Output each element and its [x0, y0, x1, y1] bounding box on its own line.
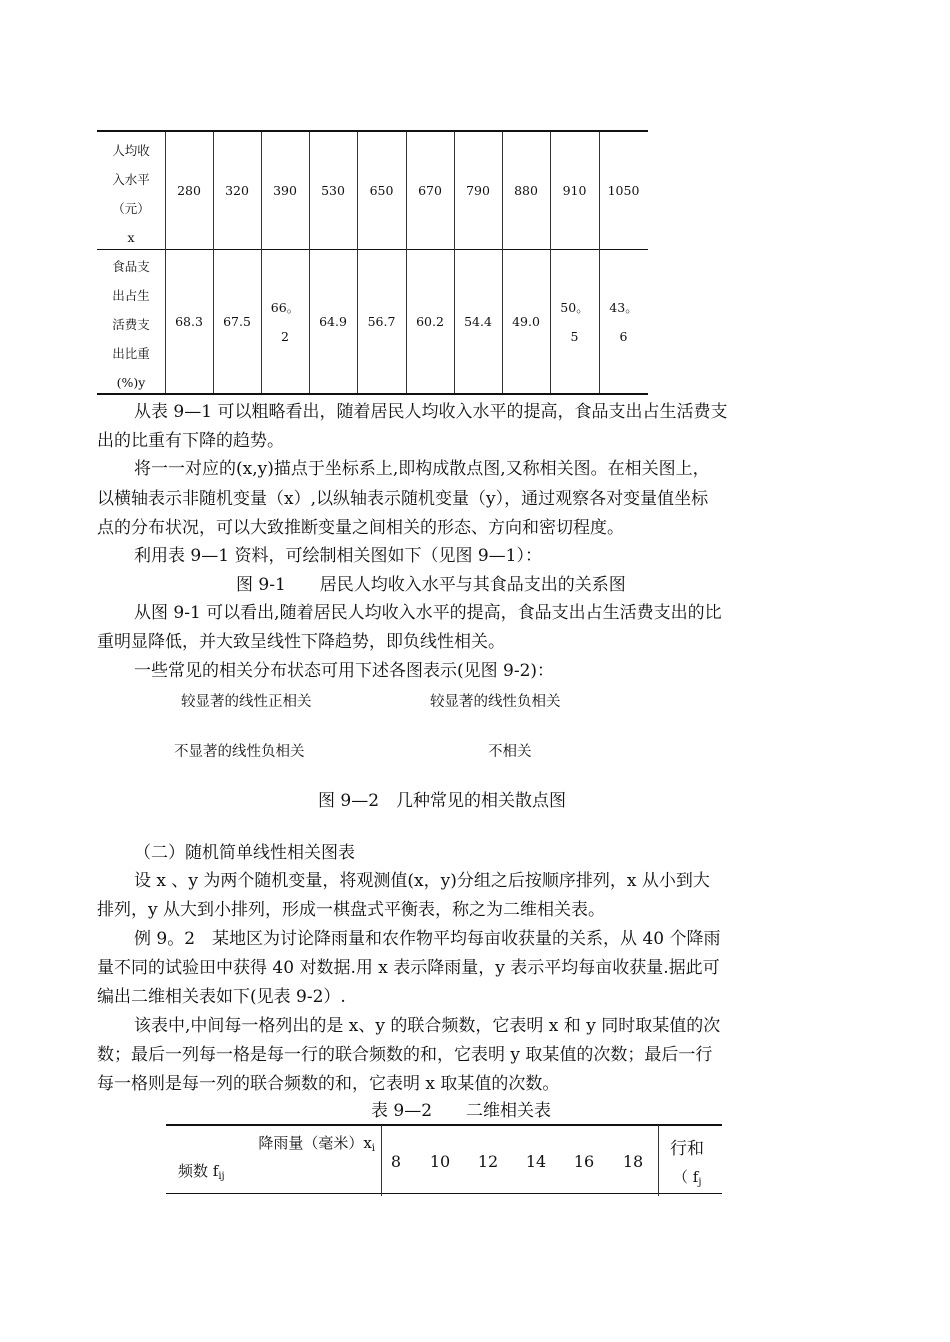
paragraph-line: 一些常见的相关分布状态可用下述各图表示(见图 9-2)：: [134, 661, 555, 681]
diagonal-header-top: 降雨量（毫米）$x_i$: [258, 1134, 375, 1154]
paragraph-line: 排列，y 从大到小排列，形成一棋盘式平衡表，称之为二维相关表。: [97, 900, 606, 920]
table-cell: 67.5: [223, 314, 251, 329]
column-header: 10: [429, 1152, 451, 1171]
table-cell: 880: [514, 183, 538, 198]
paragraph-line: 例 9。2 某地区为讨论降雨量和农作物平均每亩收获量的关系，从 40 个降雨: [134, 929, 721, 949]
figure-caption: 图 9-1 居民人均收入水平与其食品支出的关系图: [236, 575, 626, 595]
table-cell: 64.9: [319, 314, 347, 329]
table-cell: 530: [321, 183, 345, 198]
table-cell: 56.7: [367, 314, 396, 329]
table-cell: 66。 2: [270, 299, 300, 344]
scatter-label-none: 不相关: [488, 744, 532, 760]
figure-caption: 图 9—2 几种常见的相关散点图: [318, 791, 567, 811]
table-header-rule: [166, 1193, 722, 1194]
table-9-2: [166, 1124, 722, 1196]
col-divider: [658, 1125, 659, 1196]
row-label-y: 食品支 出占生 活费支 出比重 (%)y: [112, 259, 150, 390]
table-cell: 60.2: [416, 314, 444, 329]
row-sum-header: 行和: [670, 1139, 704, 1159]
table-top-rule: [166, 1124, 722, 1126]
column-header: 16: [573, 1152, 595, 1171]
paragraph-line: 量不同的试验田中获得 40 对数据.用 x 表示降雨量，y 表示平均每亩收获量.据此可: [97, 958, 720, 978]
table-cell: 68.3: [175, 314, 203, 329]
scatter-label-positive: 较显著的线性正相关: [181, 694, 312, 710]
paragraph-line: 从图 9-1 可以看出,随着居民人均收入水平的提高，食品支出占生活费支出的比: [134, 603, 722, 623]
table-cell: 910: [562, 183, 587, 198]
paragraph-line: 将一一对应的(x,y)描点于坐标系上,即构成散点图,又称相关图。在相关图上，: [134, 459, 710, 479]
table-cell: 1050: [607, 183, 640, 198]
column-header: 8: [390, 1152, 402, 1171]
table-cell: 790: [466, 183, 490, 198]
paragraph-line: 设 x 、y 为两个随机变量，将观测值(x，y)分组之后按顺序排列，x 从小到大: [134, 871, 710, 891]
table-cell: 320: [225, 183, 249, 198]
row-label-x: 人均收 入水平 （元） x: [112, 143, 150, 245]
scatter-label-weak-negative: 不显著的线性负相关: [174, 744, 305, 760]
table-caption: 表 9—2 二维相关表: [371, 1101, 552, 1121]
paragraph-line: 每一格则是每一列的联合频数的和，它表明 x 取某值的次数。: [97, 1074, 560, 1094]
section-heading: （二）随机简单线性相关图表: [134, 843, 355, 863]
table-cell: 650: [369, 183, 394, 198]
column-header: 14: [525, 1152, 547, 1171]
paragraph-line: 点的分布状况，可以大致推断变量之间相关的形态、方向和密切程度。: [97, 518, 624, 538]
paragraph-line: 编出二维相关表如下(见表 9-2）.: [97, 987, 346, 1007]
scatter-label-negative: 较显著的线性负相关: [430, 694, 561, 710]
paragraph-line: 该表中,中间每一格列出的是 x、y 的联合频数，它表明 x 和 y 同时取某值的次: [134, 1016, 721, 1036]
diagonal-header-bottom: 频数 $f_{ij}$: [178, 1162, 225, 1182]
table-cell: 670: [418, 183, 442, 198]
table-cell: 54.4: [464, 314, 492, 329]
table-cell: 43。 6: [609, 299, 638, 344]
column-header: 12: [477, 1152, 499, 1171]
paragraph-line: 出的比重有下降的趋势。: [97, 431, 284, 451]
paragraph-line: 以横轴表示非随机变量（x）,以纵轴表示随机变量（y），通过观察各对变量值坐标: [97, 489, 709, 509]
paragraph-line: 利用表 9—1 资料，可绘制相关图如下（见图 9—1）：: [134, 546, 542, 566]
table-cell: 50。 5: [560, 299, 589, 344]
table-cell: 390: [273, 183, 297, 198]
paragraph-line: 重明显降低，并大致呈线性下降趋势，即负线性相关。: [97, 632, 505, 652]
column-header: 18: [622, 1152, 644, 1171]
row-sum-subheader: （ $f_j$: [673, 1168, 702, 1188]
table-bottom-rule: [97, 393, 648, 395]
paragraph-line: 从表 9—1 可以粗略看出，随着居民人均收入水平的提高，食品支出占生活费支: [134, 402, 728, 422]
paragraph-line: 数；最后一列每一格是每一行的联合频数的和，它表明 y 取某值的次数；最后一行: [97, 1045, 713, 1065]
table-9-1: [97, 130, 648, 396]
table-cell: 49.0: [512, 314, 540, 329]
table-cell: 280: [177, 183, 201, 198]
